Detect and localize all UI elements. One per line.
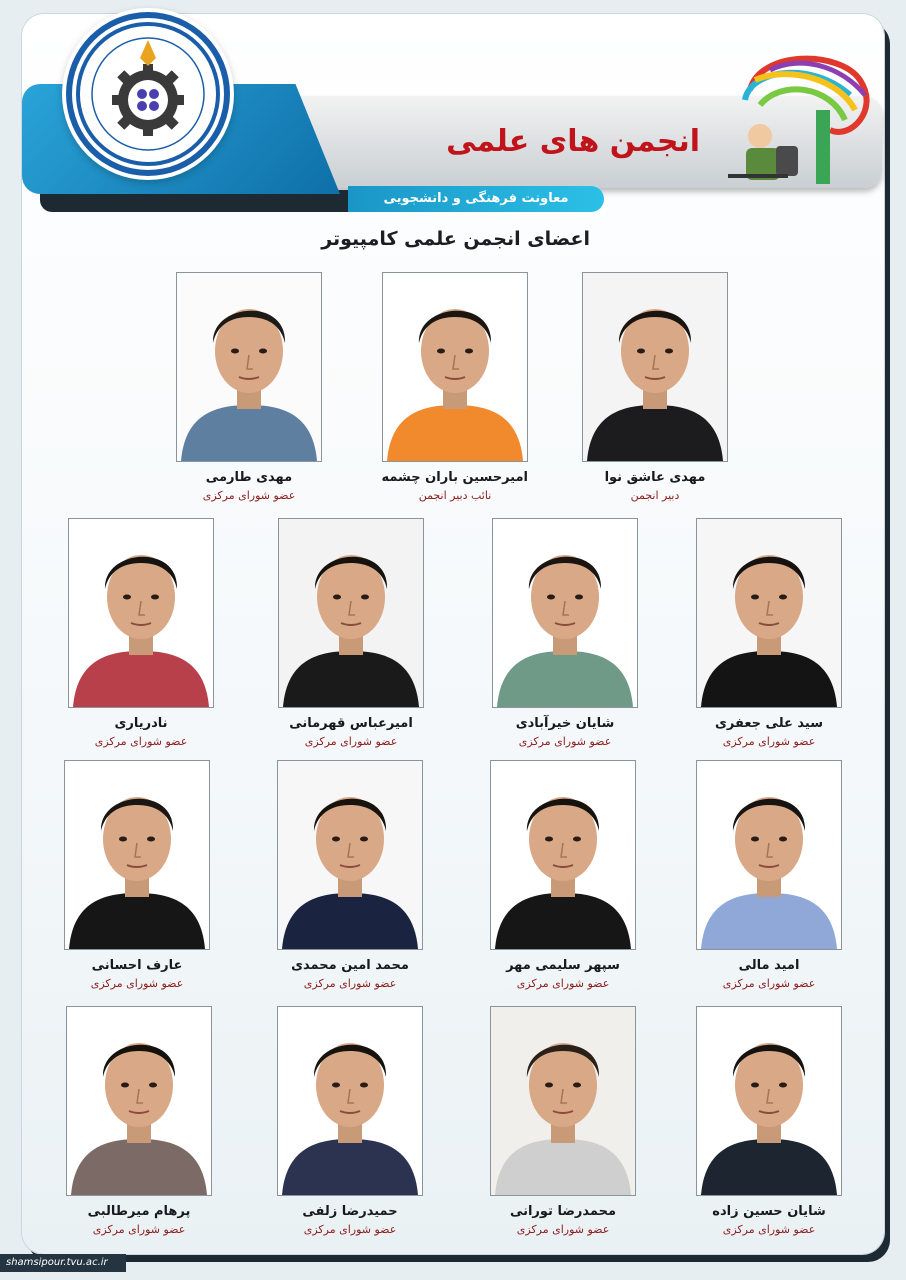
gear-logo-icon	[72, 18, 224, 170]
member-card	[66, 1006, 212, 1236]
member-role: عضو شورای مرکزی	[303, 977, 397, 990]
member-name: مهدی طارمی	[205, 470, 293, 485]
member-photo	[277, 760, 423, 950]
member-photo	[490, 760, 636, 950]
member-name: امیرحسین باران چشمه	[381, 470, 528, 485]
portrait-icon	[279, 519, 423, 707]
portrait-icon	[697, 761, 841, 949]
member-name: مهدی عاشق نوا	[604, 470, 706, 485]
member-card	[492, 518, 638, 748]
member-role: عضو شورای مرکزی	[202, 489, 296, 502]
member-card	[696, 1006, 842, 1236]
header-title: انجمن های علمی	[446, 124, 700, 159]
member-photo	[382, 272, 528, 462]
member-photo	[490, 1006, 636, 1196]
member-role: عضو شورای مرکزی	[92, 1223, 186, 1236]
member-name: حمیدرضا زلفی	[302, 1204, 398, 1219]
member-photo	[277, 1006, 423, 1196]
member-card	[277, 760, 423, 990]
member-photo	[66, 1006, 212, 1196]
member-photo	[582, 272, 728, 462]
member-role: عضو شورای مرکزی	[722, 735, 816, 748]
portrait-icon	[69, 519, 213, 707]
member-name: شایان حسین زاده	[712, 1204, 826, 1219]
member-name: امیرعباس قهرمانی	[289, 716, 413, 731]
member-name: محمدرضا تورانی	[509, 1204, 617, 1219]
member-card	[582, 272, 728, 502]
member-card	[382, 272, 528, 502]
member-role: نائب دبیر انجمن	[418, 489, 492, 502]
member-card	[278, 518, 424, 748]
portrait-icon	[491, 761, 635, 949]
member-card	[176, 272, 322, 502]
portrait-icon	[583, 273, 727, 461]
member-card	[68, 518, 214, 748]
student-brain-illustration	[720, 50, 880, 190]
member-card	[696, 518, 842, 748]
member-name: سید علی جعفری	[714, 716, 824, 731]
member-role: عضو شورای مرکزی	[516, 1223, 610, 1236]
member-photo	[696, 1006, 842, 1196]
member-role: عضو شورای مرکزی	[303, 1223, 397, 1236]
header-subtitle: معاونت فرهنگی و دانشجویی	[348, 186, 604, 212]
member-role: عضو شورای مرکزی	[722, 977, 816, 990]
member-name: امید مالی	[738, 958, 800, 973]
member-card	[490, 1006, 636, 1236]
member-role: عضو شورای مرکزی	[304, 735, 398, 748]
member-name: نادریاری	[114, 716, 168, 731]
member-card	[64, 760, 210, 990]
member-name: محمد امین محمدی	[291, 958, 409, 973]
portrait-icon	[278, 1007, 422, 1195]
portrait-icon	[493, 519, 637, 707]
portrait-icon	[697, 519, 841, 707]
portrait-icon	[383, 273, 527, 461]
member-photo	[696, 518, 842, 708]
portrait-icon	[697, 1007, 841, 1195]
footer-url[interactable]: shamsipour.tvu.ac.ir	[0, 1254, 126, 1272]
member-card	[696, 760, 842, 990]
member-name: پرهام میرطالبی	[87, 1204, 191, 1219]
member-photo	[492, 518, 638, 708]
portrait-icon	[65, 761, 209, 949]
member-photo	[278, 518, 424, 708]
member-name: شایان خیرآبادی	[515, 716, 615, 731]
member-name: سپهر سلیمی مهر	[506, 958, 620, 973]
member-photo	[696, 760, 842, 950]
member-role: عضو شورای مرکزی	[518, 735, 612, 748]
association-logo	[72, 18, 224, 170]
member-photo	[68, 518, 214, 708]
portrait-icon	[177, 273, 321, 461]
member-card	[277, 1006, 423, 1236]
section-title: اعضای انجمن علمی کامپیوتر	[321, 228, 590, 250]
member-role: عضو شورای مرکزی	[516, 977, 610, 990]
member-photo	[64, 760, 210, 950]
member-name: عارف احسانی	[91, 958, 183, 973]
member-card	[490, 760, 636, 990]
portrait-icon	[67, 1007, 211, 1195]
member-role: دبیر انجمن	[630, 489, 680, 502]
member-role: عضو شورای مرکزی	[722, 1223, 816, 1236]
portrait-icon	[491, 1007, 635, 1195]
member-photo	[176, 272, 322, 462]
member-role: عضو شورای مرکزی	[94, 735, 188, 748]
portrait-icon	[278, 761, 422, 949]
member-role: عضو شورای مرکزی	[90, 977, 184, 990]
